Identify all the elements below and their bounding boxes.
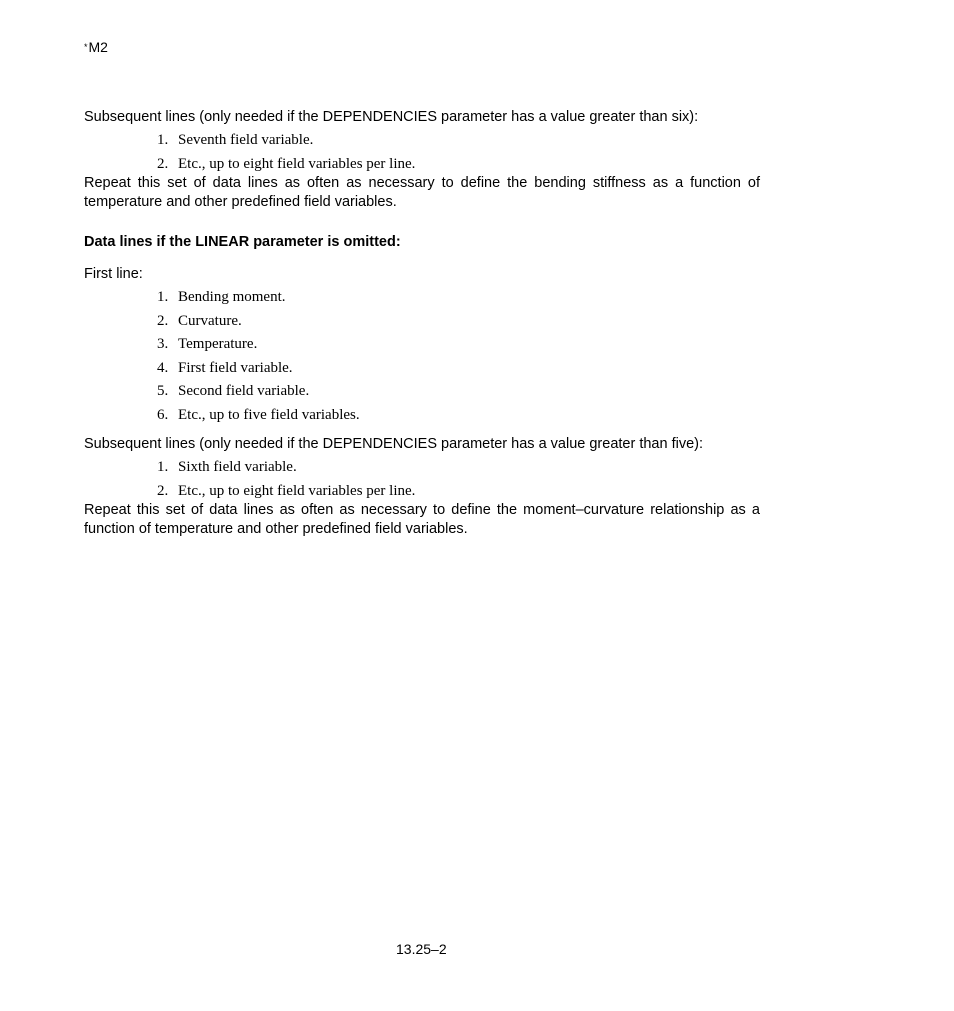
list-item: 6. Etc., up to five field variables. bbox=[157, 406, 360, 423]
list-item: 1. Sixth field variable. bbox=[157, 459, 297, 475]
page-number: 13.25–2 bbox=[396, 941, 447, 957]
list-item: 5. Second field variable. bbox=[157, 383, 310, 399]
list-item: 2. Etc., up to eight field variables per line. bbox=[157, 155, 416, 172]
repeat-paragraph-1: Repeat this set of data lines as often as necessary to define the bending stiffness as a function of temperature and other predefined field variables. bbox=[84, 175, 760, 210]
first-line-label: First line: bbox=[84, 266, 143, 282]
header-star: * bbox=[84, 42, 88, 52]
repeat-paragraph-2: Repeat this set of data lines as often as necessary to define the moment–curvature relationship as a function of temperature and other predefined field variables. bbox=[84, 502, 760, 537]
list-item: 3. Temperature. bbox=[157, 336, 258, 352]
subsequent-lines-list-2 bbox=[84, 456, 760, 503]
first-line-list bbox=[84, 286, 760, 427]
list-item: 1. Bending moment. bbox=[157, 289, 286, 305]
list-item: 2. Etc., up to eight field variables per line. bbox=[157, 482, 416, 499]
subsequent-lines-intro-1: Subsequent lines (only needed if the DEPENDENCIES parameter has a value greater than six): bbox=[84, 109, 699, 125]
list-item: 1. Seventh field variable. bbox=[157, 132, 314, 148]
section-heading: Data lines if the LINEAR parameter is omitted: bbox=[84, 234, 401, 250]
page-header bbox=[84, 39, 108, 55]
list-item: 4. First field variable. bbox=[157, 359, 293, 376]
document-body bbox=[84, 108, 760, 539]
list-item: 2. Curvature. bbox=[157, 312, 242, 329]
subsequent-lines-intro-2: Subsequent lines (only needed if the DEPENDENCIES parameter has a value greater than five): bbox=[84, 436, 704, 452]
header-label: M2 bbox=[88, 39, 108, 55]
subsequent-lines-list-1 bbox=[84, 129, 760, 176]
